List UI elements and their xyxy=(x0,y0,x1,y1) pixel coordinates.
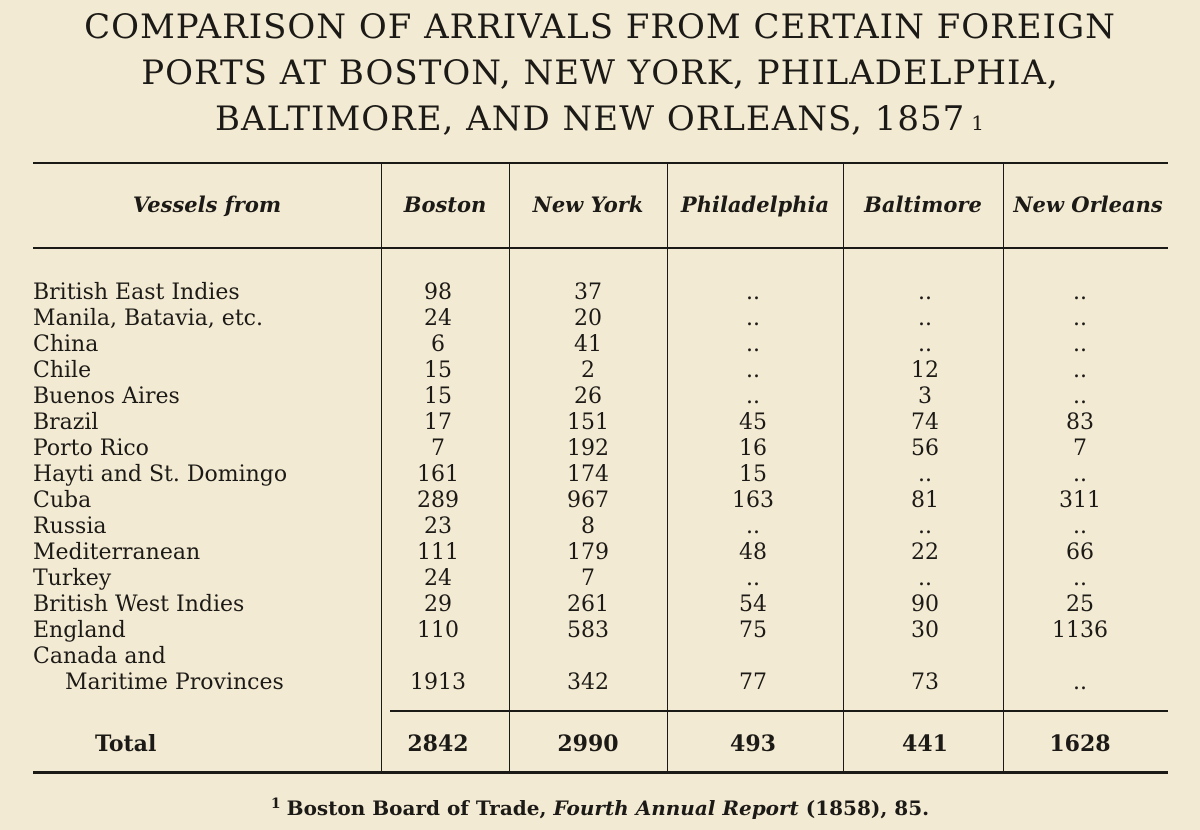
cell-new-york: 2 xyxy=(581,358,595,383)
cell-baltimore: 30 xyxy=(911,618,939,643)
cell-new-orleans: .. xyxy=(1073,670,1087,695)
cell-philadelphia: 15 xyxy=(739,462,767,487)
title-line-1: COMPARISON OF ARRIVALS FROM CERTAIN FOREIGN xyxy=(84,7,1116,47)
title-line-3 xyxy=(0,96,1200,142)
cell-new-orleans: 7 xyxy=(1073,436,1087,461)
header-rule xyxy=(33,247,1168,249)
table-row xyxy=(0,410,1200,436)
cell-boston: 17 xyxy=(424,410,452,435)
cell-baltimore: .. xyxy=(918,332,932,357)
header-vessels-from: Vessels from xyxy=(132,192,282,217)
total-new-orleans: 1628 xyxy=(1049,731,1111,757)
footnote-text-before: Boston Board of Trade, xyxy=(286,796,554,820)
cell-new-orleans: 1136 xyxy=(1052,618,1108,643)
footnote-text-after: (1858), 85. xyxy=(798,796,930,820)
header-baltimore: Baltimore xyxy=(864,192,982,217)
cell-new-orleans: .. xyxy=(1073,514,1087,539)
table-row xyxy=(0,566,1200,592)
total-rule xyxy=(390,710,1168,712)
cell-new-york: 583 xyxy=(567,618,609,643)
table-row xyxy=(0,540,1200,566)
table-row xyxy=(0,332,1200,358)
table-row xyxy=(0,514,1200,540)
row-label: Mediterranean xyxy=(33,540,201,565)
cell-boston: 29 xyxy=(424,592,452,617)
cell-baltimore: 74 xyxy=(911,410,939,435)
total-row xyxy=(0,731,1200,757)
title-line-2: PORTS AT BOSTON, NEW YORK, PHILADELPHIA, xyxy=(141,53,1059,93)
cell-new-orleans: .. xyxy=(1073,332,1087,357)
footnote-mark: 1 xyxy=(270,796,281,812)
cell-boston: 23 xyxy=(424,514,452,539)
cell-boston: 15 xyxy=(424,358,452,383)
cell-philadelphia: .. xyxy=(746,280,760,305)
row-label: Russia xyxy=(33,514,107,539)
cell-new-york: 342 xyxy=(567,670,609,695)
table-row xyxy=(0,618,1200,644)
row-label: Hayti and St. Domingo xyxy=(33,462,288,487)
row-label: British East Indies xyxy=(33,280,240,305)
row-label: England xyxy=(33,618,126,643)
cell-new-orleans: 83 xyxy=(1066,410,1094,435)
table-row xyxy=(0,358,1200,384)
table-row xyxy=(0,644,1200,670)
row-label: Maritime Provinces xyxy=(65,670,284,695)
cell-baltimore: 3 xyxy=(918,384,932,409)
cell-philadelphia: 54 xyxy=(739,592,767,617)
total-label: Total xyxy=(95,731,157,757)
cell-new-york: 179 xyxy=(567,540,609,565)
table-row xyxy=(0,462,1200,488)
cell-boston: 110 xyxy=(417,618,459,643)
header-philadelphia: Philadelphia xyxy=(680,192,830,217)
cell-boston: 24 xyxy=(424,566,452,591)
cell-baltimore: .. xyxy=(918,566,932,591)
bottom-rule xyxy=(33,771,1168,774)
footnote-report-title: Fourth Annual Report xyxy=(553,796,799,820)
cell-new-york: 8 xyxy=(581,514,595,539)
cell-baltimore: 22 xyxy=(911,540,939,565)
table-row xyxy=(0,488,1200,514)
total-boston: 2842 xyxy=(407,731,469,757)
table-row xyxy=(0,436,1200,462)
cell-baltimore: .. xyxy=(918,306,932,331)
header-boston: Boston xyxy=(403,192,487,217)
cell-philadelphia: 77 xyxy=(739,670,767,695)
cell-new-orleans: .. xyxy=(1073,384,1087,409)
cell-boston: 7 xyxy=(431,436,445,461)
row-label: Turkey xyxy=(33,566,112,591)
cell-philadelphia: .. xyxy=(746,384,760,409)
cell-baltimore: 12 xyxy=(911,358,939,383)
cell-boston: 289 xyxy=(417,488,459,513)
cell-baltimore: .. xyxy=(918,462,932,487)
table-row xyxy=(0,670,1200,696)
cell-baltimore: 73 xyxy=(911,670,939,695)
total-philadelphia: 493 xyxy=(730,731,776,757)
cell-new-york: 7 xyxy=(581,566,595,591)
cell-new-orleans: 66 xyxy=(1066,540,1094,565)
cell-philadelphia: .. xyxy=(746,514,760,539)
row-label: Porto Rico xyxy=(33,436,149,461)
row-label: British West Indies xyxy=(33,592,245,617)
cell-new-york: 261 xyxy=(567,592,609,617)
row-label: China xyxy=(33,332,99,357)
cell-new-york: 37 xyxy=(574,280,602,305)
cell-philadelphia: .. xyxy=(746,332,760,357)
row-label: Brazil xyxy=(33,410,99,435)
total-baltimore: 441 xyxy=(902,731,948,757)
cell-new-york: 20 xyxy=(574,306,602,331)
cell-new-york: 174 xyxy=(567,462,609,487)
cell-philadelphia: .. xyxy=(746,306,760,331)
title-footnote-mark: 1 xyxy=(971,111,985,135)
row-label: Chile xyxy=(33,358,92,383)
cell-new-orleans: .. xyxy=(1073,566,1087,591)
cell-new-orleans: .. xyxy=(1073,358,1087,383)
cell-new-orleans: .. xyxy=(1073,306,1087,331)
header-new-york: New York xyxy=(532,192,644,217)
cell-new-york: 41 xyxy=(574,332,602,357)
cell-philadelphia: .. xyxy=(746,358,760,383)
cell-baltimore: 90 xyxy=(911,592,939,617)
cell-boston: 24 xyxy=(424,306,452,331)
cell-new-york: 26 xyxy=(574,384,602,409)
cell-boston: 15 xyxy=(424,384,452,409)
total-new-york: 2990 xyxy=(557,731,619,757)
row-label: Manila, Batavia, etc. xyxy=(33,306,263,331)
cell-baltimore: .. xyxy=(918,280,932,305)
title-line-3-text: BALTIMORE, AND NEW ORLEANS, 1857 xyxy=(214,99,966,139)
top-rule xyxy=(33,162,1168,164)
cell-new-york: 151 xyxy=(567,410,609,435)
cell-philadelphia: 16 xyxy=(739,436,767,461)
cell-philadelphia: 163 xyxy=(732,488,774,513)
cell-new-york: 967 xyxy=(567,488,609,513)
cell-boston: 161 xyxy=(417,462,459,487)
cell-baltimore: 56 xyxy=(911,436,939,461)
row-label: Canada and xyxy=(33,644,166,669)
cell-new-york: 192 xyxy=(567,436,609,461)
cell-new-orleans: .. xyxy=(1073,462,1087,487)
cell-philadelphia: .. xyxy=(746,566,760,591)
cell-boston: 111 xyxy=(417,540,459,565)
cell-boston: 98 xyxy=(424,280,452,305)
cell-philadelphia: 48 xyxy=(739,540,767,565)
cell-baltimore: 81 xyxy=(911,488,939,513)
footnote xyxy=(0,796,1200,820)
table-title xyxy=(0,4,1200,142)
cell-boston: 1913 xyxy=(410,670,466,695)
cell-new-orleans: .. xyxy=(1073,280,1087,305)
cell-new-orleans: 25 xyxy=(1066,592,1094,617)
cell-boston: 6 xyxy=(431,332,445,357)
cell-baltimore: .. xyxy=(918,514,932,539)
cell-philadelphia: 45 xyxy=(739,410,767,435)
cell-new-orleans: 311 xyxy=(1059,488,1101,513)
header-new-orleans: New Orleans xyxy=(1013,192,1163,217)
table-row xyxy=(0,280,1200,306)
table-row xyxy=(0,306,1200,332)
table-row xyxy=(0,592,1200,618)
row-label: Cuba xyxy=(33,488,92,513)
cell-philadelphia: 75 xyxy=(739,618,767,643)
row-label: Buenos Aires xyxy=(33,384,180,409)
table-row xyxy=(0,384,1200,410)
